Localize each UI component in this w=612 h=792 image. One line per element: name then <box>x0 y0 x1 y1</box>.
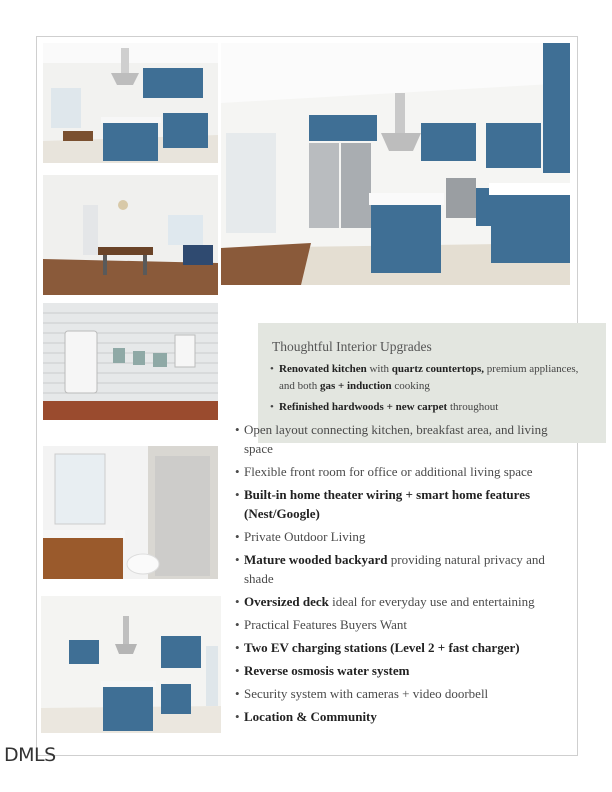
dmls-logo: DMLS <box>4 744 56 766</box>
list-item: • Location & Community <box>235 709 377 724</box>
list-item: • Security system with cameras + video doorbell <box>235 686 489 701</box>
kitchen-overview-photo <box>43 43 218 163</box>
list-item: • Two EV charging stations (Level 2 + fast charger) <box>235 640 520 655</box>
panel-title: Thoughtful Interior Upgrades <box>272 339 432 354</box>
list-item: • Practical Features Buyers Want <box>235 617 407 632</box>
kitchen-island-photo <box>41 596 221 733</box>
list-item: • Built-in home theater wiring + smart home features (Nest/Google) <box>235 487 531 521</box>
list-item: • Renovated kitchen with quartz countertops, premium appliances, and both gas + induction cooking <box>270 363 579 392</box>
list-item: • Flexible front room for office or additional living space <box>235 464 533 479</box>
ev-chargers-photo <box>43 303 218 420</box>
main-kitchen-photo <box>221 43 570 285</box>
list-item: • Oversized deck ideal for everyday use and entertaining <box>235 594 535 609</box>
list-item: • Reverse osmosis water system <box>235 663 410 678</box>
dining-living-photo <box>43 175 218 295</box>
bathroom-photo <box>43 446 218 579</box>
features-list <box>235 420 575 730</box>
upgrades-list <box>270 361 595 420</box>
list-item: • Private Outdoor Living <box>235 529 366 544</box>
list-item: • Refinished hardwoods + new carpet throughout <box>270 401 499 413</box>
list-item: • Mature wooded backyard providing natural privacy and shade <box>235 552 545 586</box>
list-item: • Open layout connecting kitchen, breakfast area, and living space <box>235 422 548 456</box>
